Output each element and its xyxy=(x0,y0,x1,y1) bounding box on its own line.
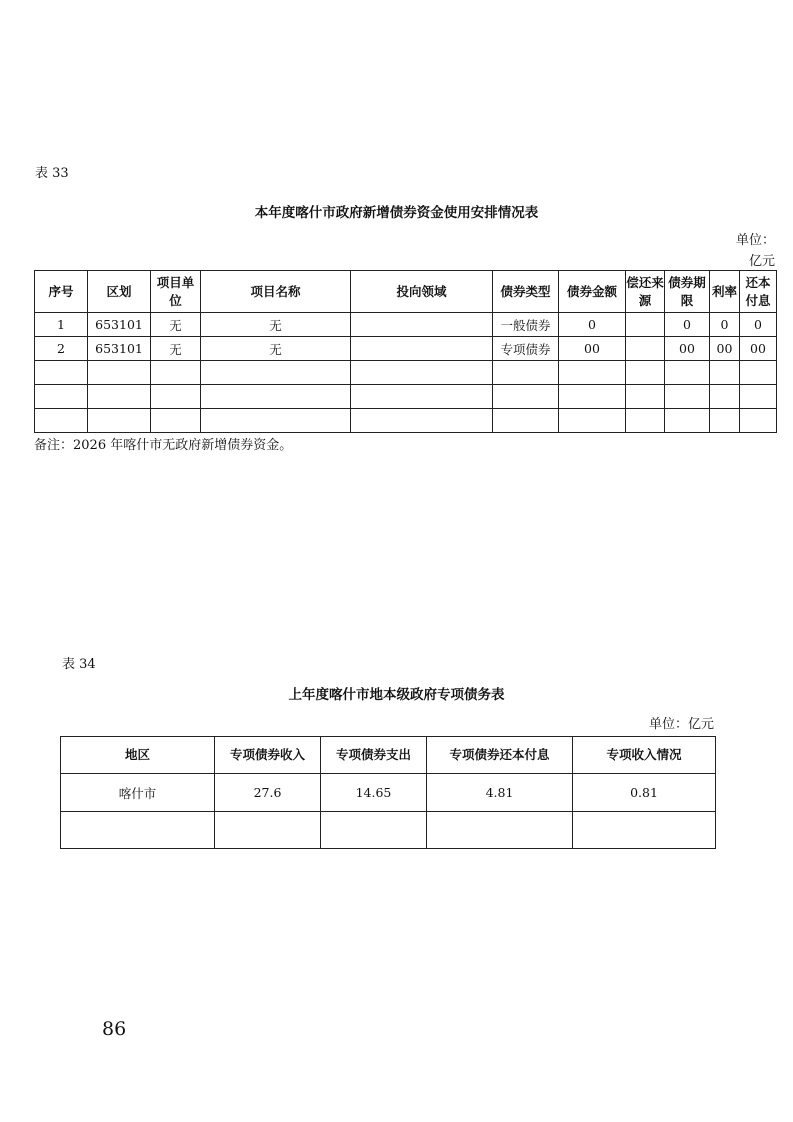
table-cell xyxy=(215,812,321,849)
table-cell xyxy=(61,812,215,849)
table-cell xyxy=(88,385,151,409)
table-cell xyxy=(710,385,740,409)
table-row xyxy=(61,812,716,849)
table-cell: 专项债券 xyxy=(493,337,559,361)
table-cell xyxy=(493,385,559,409)
table-cell xyxy=(559,409,626,433)
table-cell xyxy=(626,385,665,409)
table-cell: 无 xyxy=(151,337,201,361)
table-cell xyxy=(35,409,88,433)
table-cell xyxy=(201,409,351,433)
table-cell: 00 xyxy=(710,337,740,361)
table-cell xyxy=(740,385,777,409)
header-cell: 项目单位 xyxy=(151,271,201,313)
header-cell: 还本付息 xyxy=(740,271,777,313)
table-cell xyxy=(493,409,559,433)
table-cell xyxy=(626,313,665,337)
table-cell xyxy=(559,385,626,409)
table-cell: 00 xyxy=(665,337,710,361)
table-cell: 0 xyxy=(710,313,740,337)
table-cell: 00 xyxy=(740,337,777,361)
header-cell: 投向领域 xyxy=(351,271,493,313)
table34-label: 表 34 xyxy=(62,657,96,672)
table-cell xyxy=(151,385,201,409)
table-cell xyxy=(493,361,559,385)
table33-unit-line1: 单位： xyxy=(735,233,775,248)
header-cell: 债券期限 xyxy=(665,271,710,313)
header-cell: 利率 xyxy=(710,271,740,313)
table-cell xyxy=(427,812,573,849)
table-row xyxy=(35,409,777,433)
header-cell: 地区 xyxy=(61,737,215,774)
table-cell xyxy=(351,385,493,409)
table-cell xyxy=(626,361,665,385)
table-cell xyxy=(740,409,777,433)
table34-unit: 单位：亿元 xyxy=(648,717,714,732)
table-cell xyxy=(35,361,88,385)
table-cell xyxy=(88,409,151,433)
table-cell: 27.6 xyxy=(215,774,321,812)
table33-header-row xyxy=(35,271,777,313)
table-cell xyxy=(351,313,493,337)
header-cell: 债券金额 xyxy=(559,271,626,313)
header-cell: 专项债券还本付息 xyxy=(427,737,573,774)
table33-note: 备注：2026 年喀什市无政府新增债券资金。 xyxy=(34,438,293,453)
table-cell xyxy=(351,409,493,433)
header-cell: 序号 xyxy=(35,271,88,313)
table-cell: 0 xyxy=(559,313,626,337)
table-cell: 0 xyxy=(740,313,777,337)
table-row xyxy=(35,313,777,337)
table-cell xyxy=(201,385,351,409)
table34-title: 上年度喀什市地本级政府专项债务表 xyxy=(288,687,505,703)
table-cell: 653101 xyxy=(88,337,151,361)
table-cell xyxy=(35,385,88,409)
table-cell xyxy=(351,337,493,361)
header-cell: 偿还来源 xyxy=(626,271,665,313)
header-cell: 专项债券收入 xyxy=(215,737,321,774)
table-row xyxy=(35,337,777,361)
table-cell xyxy=(740,361,777,385)
table-cell: 1 xyxy=(35,313,88,337)
table-cell: 一般债券 xyxy=(493,313,559,337)
table-cell xyxy=(665,361,710,385)
table33-unit-line2: 亿元 xyxy=(748,254,775,269)
table-cell xyxy=(559,361,626,385)
table-cell: 无 xyxy=(151,313,201,337)
table-cell: 00 xyxy=(559,337,626,361)
header-cell: 项目名称 xyxy=(201,271,351,313)
table-row xyxy=(61,774,716,812)
table-cell xyxy=(151,409,201,433)
table-row xyxy=(35,361,777,385)
table-cell xyxy=(626,337,665,361)
table-cell: 14.65 xyxy=(321,774,427,812)
page-number: 86 xyxy=(102,1018,127,1040)
table-cell xyxy=(665,385,710,409)
table-cell: 653101 xyxy=(88,313,151,337)
header-cell: 区划 xyxy=(88,271,151,313)
table33-title: 本年度喀什市政府新增债券资金使用安排情况表 xyxy=(254,205,539,221)
table-cell: 4.81 xyxy=(427,774,573,812)
table34 xyxy=(60,736,716,849)
table-cell: 喀什市 xyxy=(61,774,215,812)
table-cell xyxy=(626,409,665,433)
table-cell: 0.81 xyxy=(573,774,716,812)
table33-label: 表 33 xyxy=(35,166,69,181)
table-cell: 0 xyxy=(665,313,710,337)
table-cell xyxy=(151,361,201,385)
table-cell xyxy=(201,361,351,385)
header-cell: 专项收入情况 xyxy=(573,737,716,774)
table33 xyxy=(34,270,777,433)
table-cell xyxy=(88,361,151,385)
header-cell: 债券类型 xyxy=(493,271,559,313)
table-cell xyxy=(710,409,740,433)
table-row xyxy=(35,385,777,409)
table-cell xyxy=(351,361,493,385)
table-cell xyxy=(573,812,716,849)
table-cell xyxy=(710,361,740,385)
table34-header-row xyxy=(61,737,716,774)
table-cell xyxy=(321,812,427,849)
table-cell: 2 xyxy=(35,337,88,361)
table-cell: 无 xyxy=(201,337,351,361)
header-cell: 专项债券支出 xyxy=(321,737,427,774)
table-cell: 无 xyxy=(201,313,351,337)
table-cell xyxy=(665,409,710,433)
